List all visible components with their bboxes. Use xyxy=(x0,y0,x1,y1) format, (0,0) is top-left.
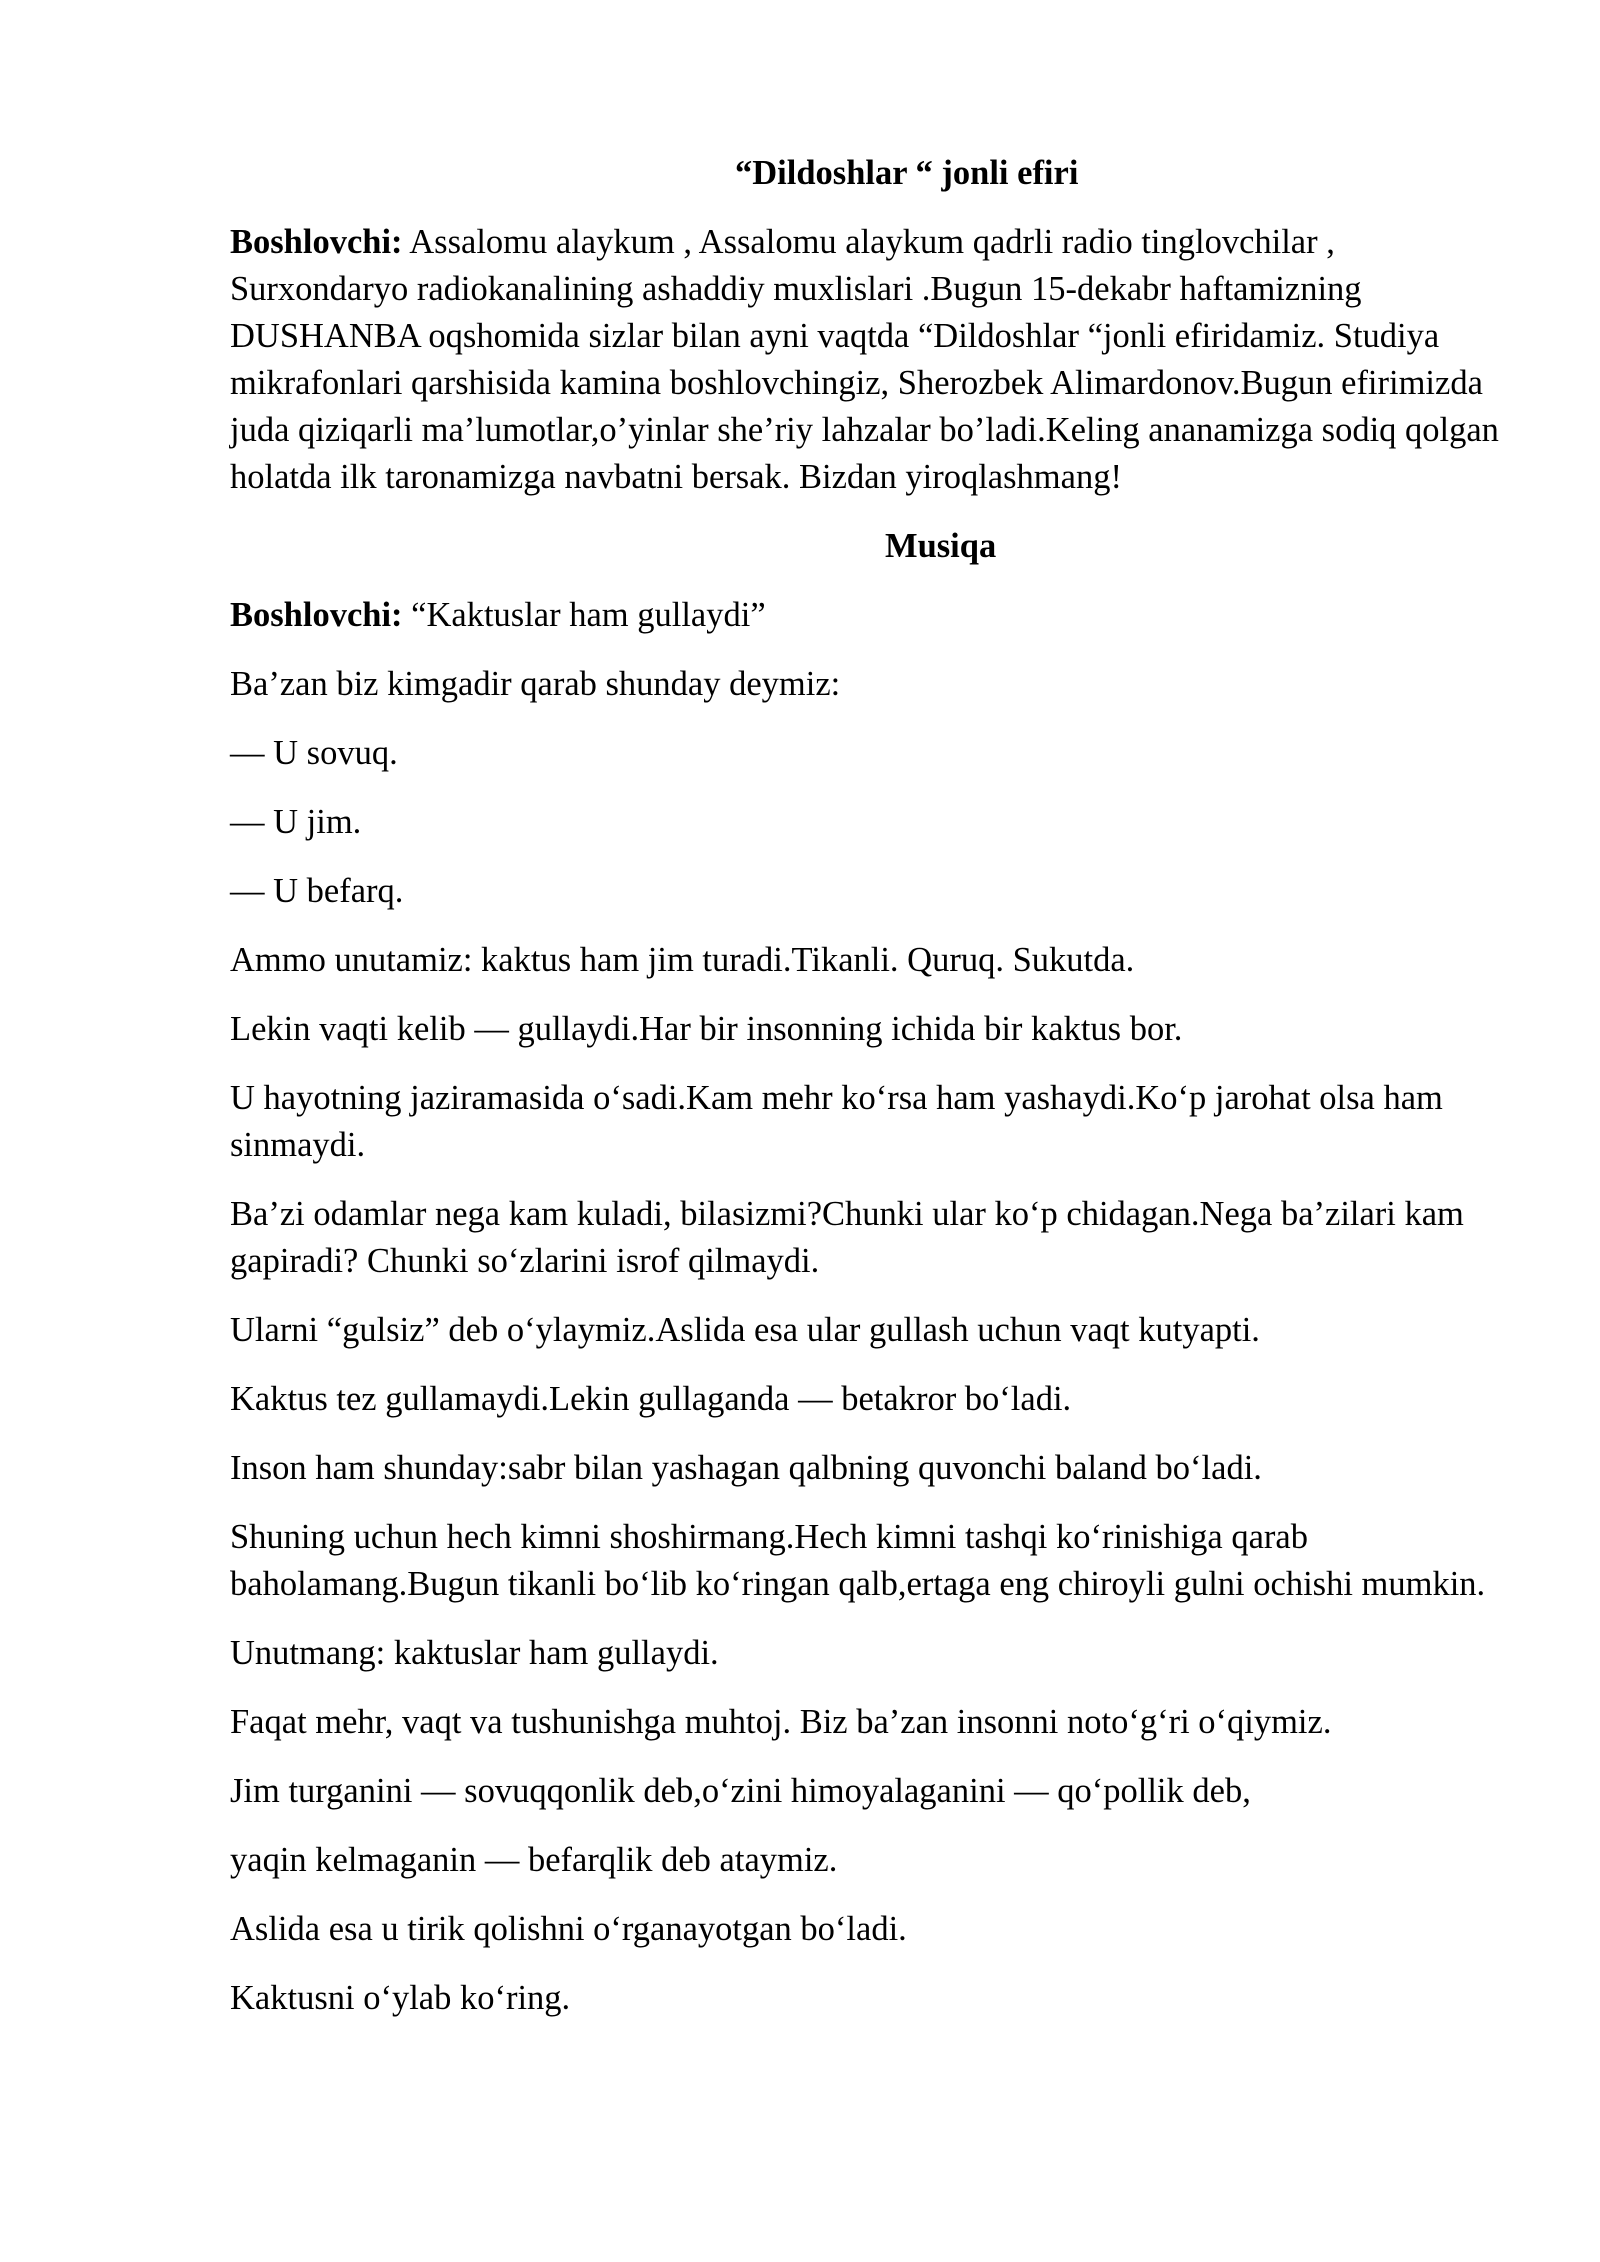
paragraph: Kaktus tez gullamaydi.Lekin gullaganda — betakror bo‘ladi. xyxy=(230,1380,1072,1418)
intro-paragraph xyxy=(230,219,1500,501)
speaker-label: Boshlovchi: xyxy=(230,223,403,261)
paragraph: Unutmang: kaktuslar ham gullaydi. xyxy=(230,1634,719,1672)
paragraph: — U sovuq. xyxy=(230,734,398,772)
segment-title: “Kaktuslar ham gullaydi” xyxy=(402,596,766,634)
document-title: “Dildoshlar “ jonli efiri xyxy=(735,154,1079,192)
paragraph: Aslida esa u tirik qolishni o‘rganayotgan bo‘ladi. xyxy=(230,1910,907,1948)
paragraph: U hayotning jaziramasida o‘sadi.Kam mehr ko‘rsa ham yashaydi.Ko‘p jarohat olsa ham sinmaydi. xyxy=(230,1079,1443,1164)
speaker-label: Boshlovchi: xyxy=(230,596,403,634)
paragraph: Kaktusni o‘ylab ko‘ring. xyxy=(230,1979,571,2017)
intro-text: Assalomu alaykum , Assalomu alaykum qadrli radio tinglovchilar , Surxondaryo radiokanalining ashaddiy muxlislari .Bugun 15-dekabr haftamizning DUSHANBA oqshomida sizlar bilan ayni vaqtda “Dildoshlar “jonli efiridamiz. Studiya mikrafonlari qarshisida kamina boshlovchingiz, Sherozbek Alimardonov.Bugun efirimizda juda qiziqarli ma’lumotlar,o’yinlar she’riy lahzalar bo’ladi.Keling ananamizga sodiq qolgan holatda ilk taronamizga navbatni bersak. Bizdan yiroqlashmang! xyxy=(230,223,1499,496)
paragraph: Ba’zan biz kimgadir qarab shunday deymiz: xyxy=(230,665,841,703)
paragraph: — U befarq. xyxy=(230,872,404,910)
music-heading: Musiqa xyxy=(885,527,997,565)
paragraph: Ularni “gulsiz” deb o‘ylaymiz.Aslida esa ular gullash uchun vaqt kutyapti. xyxy=(230,1311,1260,1349)
segment-title-paragraph xyxy=(230,592,1500,639)
paragraph: Inson ham shunday:sabr bilan yashagan qalbning quvonchi baland bo‘ladi. xyxy=(230,1449,1262,1487)
document-body xyxy=(230,150,1500,2044)
paragraph: Lekin vaqti kelib — gullaydi.Har bir insonning ichida bir kaktus bor. xyxy=(230,1010,1183,1048)
paragraph: Ammo unutamiz: kaktus ham jim turadi.Tikanli. Quruq. Sukutda. xyxy=(230,941,1135,979)
paragraph: yaqin kelmaganin — befarqlik deb ataymiz. xyxy=(230,1841,838,1879)
paragraph: Jim turganini — sovuqqonlik deb,o‘zini himoyalaganini — qo‘pollik deb, xyxy=(230,1772,1251,1810)
paragraph: Shuning uchun hech kimni shoshirmang.Hech kimni tashqi ko‘rinishiga qarab baholamang.Bugun tikanli bo‘lib ko‘ringan qalb,ertaga eng chiroyli gulni ochishi mumkin. xyxy=(230,1518,1486,1603)
paragraph: — U jim. xyxy=(230,803,362,841)
paragraph: Faqat mehr, vaqt va tushunishga muhtoj. Biz ba’zan insonni noto‘g‘ri o‘qiymiz. xyxy=(230,1703,1332,1741)
paragraph: Ba’zi odamlar nega kam kuladi, bilasizmi?Chunki ular ko‘p chidagan.Nega ba’zilari kam gapiradi? Chunki so‘zlarini isrof qilmaydi. xyxy=(230,1195,1464,1280)
